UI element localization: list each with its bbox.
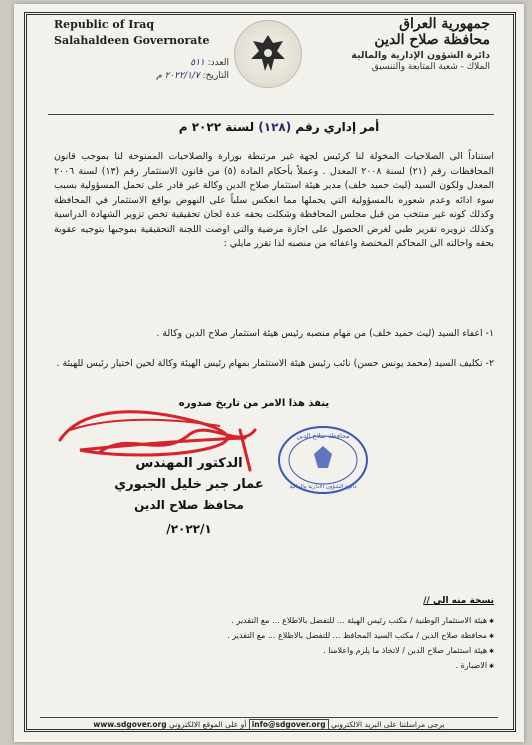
official-stamp-icon bbox=[276, 424, 370, 496]
number-value: ٥١١ bbox=[190, 58, 205, 68]
country-name-ar: جمهورية العراق bbox=[399, 16, 490, 32]
order-item-1: ١- اعفاء السيد (ليث حميد خلف) من مهام منصبه رئيس هيئة استثمار صلاح الدين وكالة . bbox=[156, 328, 494, 339]
number-label: العدد: bbox=[207, 58, 229, 68]
signature-date: ٢٠٢٢/١/ bbox=[166, 522, 212, 536]
footer-website-link[interactable]: www.sdgover.org bbox=[93, 720, 167, 729]
governorate-logo bbox=[234, 20, 302, 88]
section-name: الملاك - شعبة المتابعة والتنسيق bbox=[371, 62, 490, 72]
title-suffix: لسنة ٢٠٢٢ م bbox=[178, 120, 255, 134]
signatory-title: الدكتور المهندس bbox=[135, 456, 243, 471]
reference-date bbox=[54, 71, 229, 81]
copy-item: ✱ هيئة استثمار صلاح الدين / لاتخاذ ما يلزم واعلامنا . bbox=[194, 644, 494, 659]
signatory-position: محافظ صلاح الدين bbox=[134, 498, 244, 512]
footer-text-before: يرجى مراسلتنا على البريد الالكتروني bbox=[330, 720, 445, 729]
title-prefix: أمر إداري رقم bbox=[295, 120, 380, 134]
execution-clause: ينفذ هذا الامر من تاريخ صدوره bbox=[178, 398, 330, 409]
header-divider bbox=[48, 114, 494, 115]
date-value: ٢٠٢٢/١/٧ م bbox=[156, 71, 200, 81]
copy-item: ✱ هيئة الاستثمار الوطنية / مكتب رئيس الهيئة ... للتفضل بالاطلاع ... مع التقدير . bbox=[194, 614, 494, 629]
order-body-text: استناداً الى الصلاحيات المخولة لنا كرئيس لجهة غير مرتبطة بوزارة والصلاحيات الممنوحة لنا بموجب قانون المحافظات رقم (٢١) لسنة ٢٠٠٨ المعدل . وعملاً بأحكام المادة (٥) من قانون الاستثمار رقم (١٣) لسنة ٢٠٠٦ المعدل ولكون السيد (ليث حميد خلف) مدير هيئة استثمار صلاح الدين وكالة غير قادر على تحمل المسؤولية بسبب سوء ادائه وعدم شعوره بالمسؤولية التي يحملها مما انعكس سلباً على النهوض بواقع الاستثمار في المحافظة وكذلك كونه غير منتخب من قبل مجلس المحافظة وشكلت بحقه عدة لجان تحقيقية تخص تزوير الشهادة الدراسية وكذلك تزويره تقرير طبي لغرض الحصول على اجازة مرضية والتي اوصت اللجنة التحقيقية بموجبها بتوجيه عقوبة بحقه واحالته الى المحاكم المختصة واعفائه من منصبه لذا تقرر مايلي : bbox=[54, 151, 494, 249]
copy-item: ✱ محافظة صلاح الدين / مكتب السيد المحافظ ... للتفضل بالاطلاع ... مع التقدير . bbox=[194, 629, 494, 644]
signature-block bbox=[94, 456, 284, 536]
signatory-name: عمار جبر خليل الجبوري bbox=[114, 477, 264, 492]
footer-email-link[interactable]: info@sdgover.org bbox=[249, 719, 329, 730]
order-item-2: ٢- تكليف السيد (محمد يونس حسن) نائب رئيس هيئة الاستثمار بمهام رئيس الهيئة وكالة لحين اختيار رئيس للهيئة . bbox=[56, 358, 494, 369]
copies-heading: نسخة منه الى // bbox=[423, 596, 494, 606]
header-arabic bbox=[315, 16, 490, 72]
stamp-top-text: محافظة صلاح الدين bbox=[296, 432, 350, 440]
copies-list bbox=[194, 614, 494, 674]
date-label: التاريخ: bbox=[202, 71, 229, 81]
document-sheet bbox=[14, 4, 524, 742]
footer-text-mid: أو على الموقع الالكتروني bbox=[168, 720, 247, 729]
order-title bbox=[114, 120, 444, 134]
footer-divider bbox=[40, 717, 498, 718]
stamp-bottom-text: دائرة الشؤون الادارية والمالية bbox=[289, 484, 357, 490]
governorate-name-ar: محافظة صلاح الدين bbox=[374, 32, 490, 48]
footer bbox=[38, 720, 500, 729]
governorate-name-en: Salahaldeen Governorate bbox=[54, 34, 210, 47]
reference-meta bbox=[54, 58, 229, 84]
order-number: (١٢٨) bbox=[258, 120, 292, 134]
department-name: دائرة الشؤون الإدارية والمالية bbox=[351, 50, 490, 61]
country-name-en: Republic of Iraq bbox=[54, 18, 155, 31]
eagle-emblem-icon bbox=[243, 29, 293, 79]
copy-item: ✱ الاضبارة . bbox=[194, 659, 494, 674]
header-english bbox=[54, 18, 229, 47]
reference-number bbox=[54, 58, 229, 68]
